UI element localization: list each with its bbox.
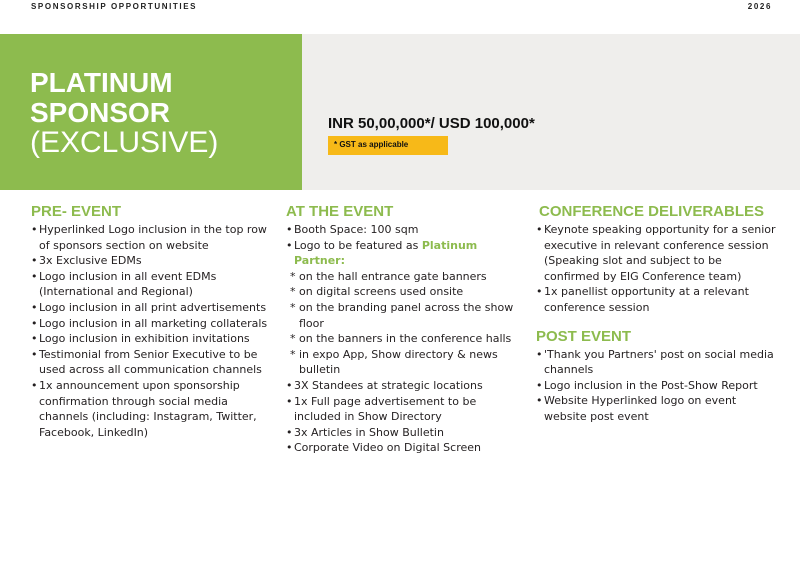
at-event-column bbox=[286, 203, 514, 456]
document-year: 2026 bbox=[747, 2, 772, 11]
list-item: • Booth Space: 100 sqm bbox=[286, 222, 514, 238]
title-line-3: (EXCLUSIVE) bbox=[30, 126, 219, 159]
list-item: • 3x Articles in Show Bulletin bbox=[286, 425, 514, 441]
price-panel bbox=[302, 34, 800, 190]
pre-event-list bbox=[31, 222, 271, 440]
sub-list-item: * on digital screens used onsite bbox=[286, 284, 514, 300]
list-item: • 3x Exclusive EDMs bbox=[31, 253, 271, 269]
top-header bbox=[0, 0, 800, 20]
pre-event-heading: PRE- EVENT bbox=[31, 203, 122, 220]
list-item: • Testimonial from Senior Executive to be used across all communication channels bbox=[31, 347, 271, 378]
post-event-heading: POST EVENT bbox=[536, 327, 632, 345]
post-event-list bbox=[536, 347, 776, 425]
list-item: • Hyperlinked Logo inclusion in the top row of sponsors section on website bbox=[31, 222, 271, 253]
title-line-2: SPONSOR bbox=[30, 97, 171, 128]
list-item: • Keynote speaking opportunity for a senior executive in relevant conference session (Speaking slot and subject to be confirmed by EIG Conference team) bbox=[536, 222, 776, 284]
list-item: • 1x Full page advertisement to be included in Show Directory bbox=[286, 394, 514, 425]
document-section-title: SPONSORSHIP OPPORTUNITIES bbox=[31, 2, 198, 11]
logo-feature-text: Logo to be featured as bbox=[294, 238, 422, 252]
list-item: • Logo inclusion in all marketing collaterals bbox=[31, 316, 271, 332]
sub-list-item: * on the banners in the conference halls bbox=[286, 331, 514, 347]
pre-event-column bbox=[31, 203, 271, 440]
list-item: • Website Hyperlinked logo on event website post event bbox=[536, 393, 776, 424]
list-item: • 'Thank you Partners' post on social media channels bbox=[536, 347, 776, 378]
at-event-heading: AT THE EVENT bbox=[286, 203, 394, 220]
list-item: • Logo inclusion in the Post-Show Report bbox=[536, 378, 776, 394]
list-item bbox=[286, 238, 514, 269]
list-item: • Logo inclusion in all print advertisements bbox=[31, 300, 271, 316]
platinum-partner-highlight: Platinum Partner: bbox=[294, 238, 478, 268]
sub-list-item: * on the branding panel across the show floor bbox=[286, 300, 514, 331]
sponsorship-price: INR 50,00,000*/ USD 100,000* bbox=[328, 115, 535, 132]
gst-badge: * GST as applicable bbox=[328, 136, 448, 155]
list-item: • 1x panellist opportunity at a relevant conference session bbox=[536, 284, 776, 315]
conference-column bbox=[536, 203, 776, 425]
sub-list-item: * in expo App, Show directory & news bulletin bbox=[286, 347, 514, 378]
list-item: • 3X Standees at strategic locations bbox=[286, 378, 514, 394]
list-item: • 1x announcement upon sponsorship confirmation through social media channels (including: Instagram, Twitter, Facebook, LinkedIn) bbox=[31, 378, 271, 440]
list-item: • Logo inclusion in exhibition invitations bbox=[31, 331, 271, 347]
conference-heading: CONFERENCE DELIVERABLES bbox=[539, 203, 765, 220]
conference-list bbox=[536, 222, 776, 316]
list-item: • Logo inclusion in all event EDMs (International and Regional) bbox=[31, 269, 271, 300]
sponsor-tier-title bbox=[30, 68, 218, 158]
list-item: • Corporate Video on Digital Screen bbox=[286, 440, 514, 456]
title-line-1: PLATINUM bbox=[30, 67, 173, 98]
sub-list-item: * on the hall entrance gate banners bbox=[286, 269, 514, 285]
at-event-list bbox=[286, 222, 514, 456]
